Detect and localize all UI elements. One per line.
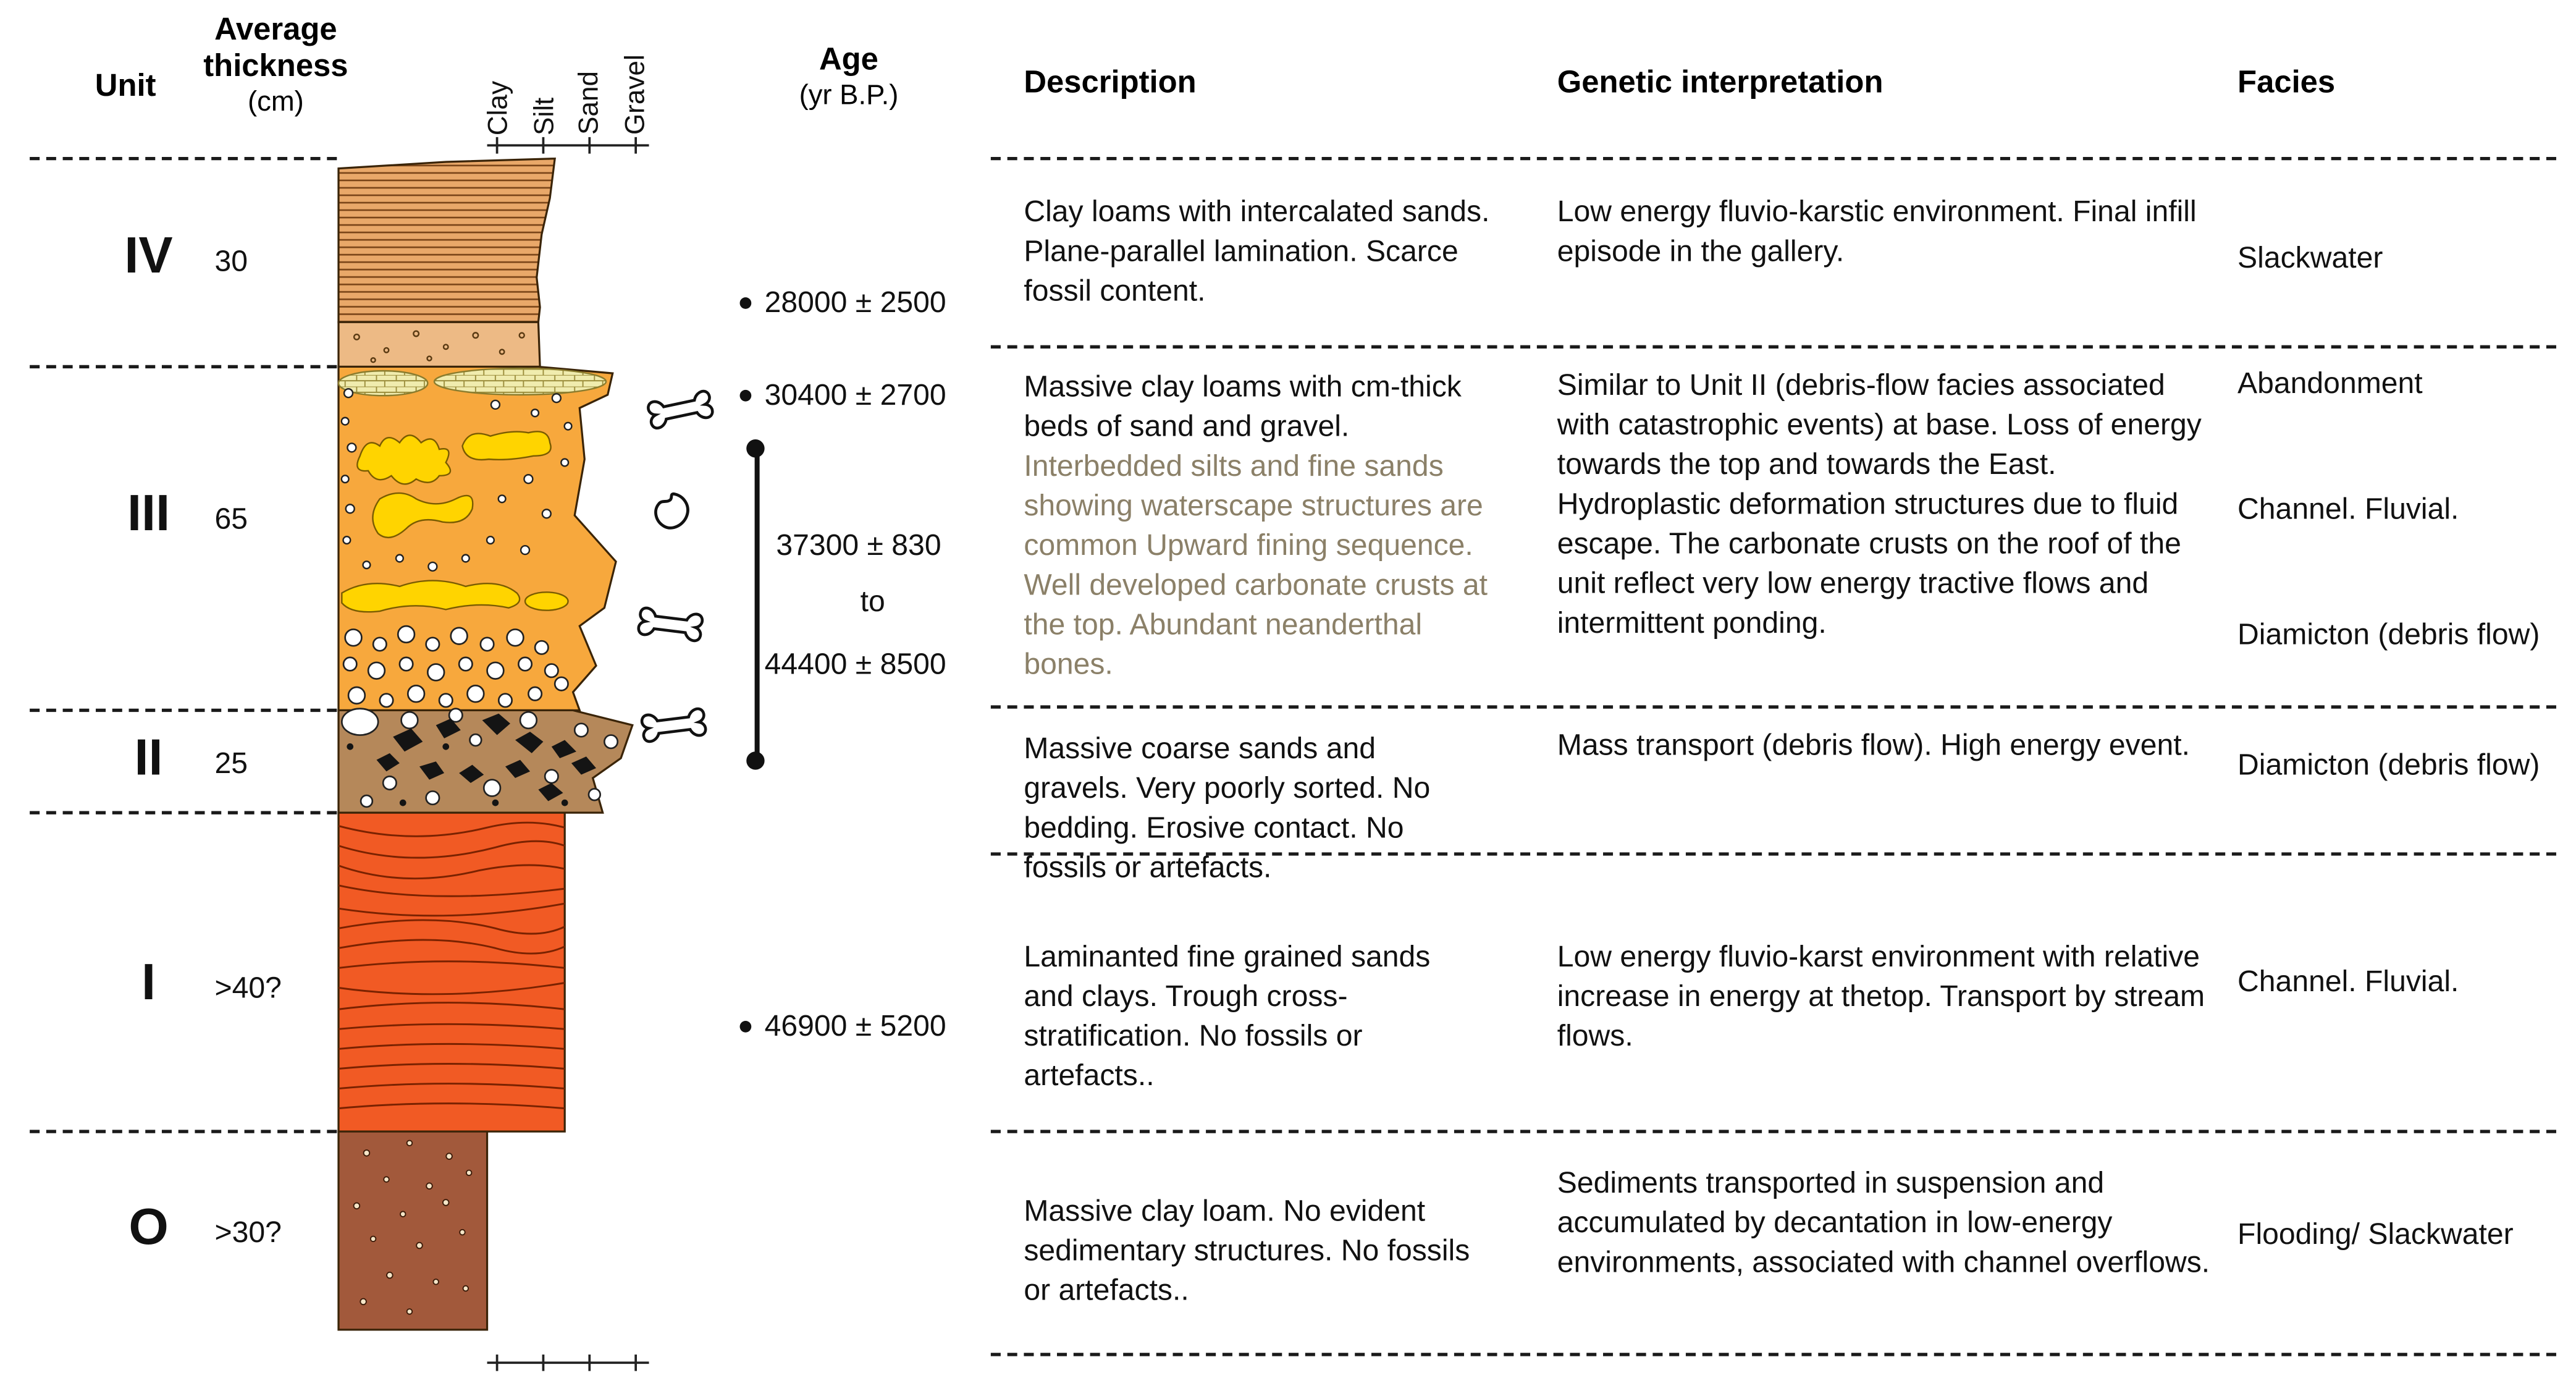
boundary-III-II-right xyxy=(991,705,2556,708)
boundary-II-I-left xyxy=(30,811,337,814)
description-unit-IV: Clay loams with intercalated sands. Plane-parallel lamination. Scarce fossil content. xyxy=(1024,195,1490,308)
unit-header: Unit xyxy=(95,69,156,104)
unit-II-label: II xyxy=(134,728,163,787)
age-range-top: 37300 ± 830 xyxy=(776,528,941,562)
age-bullet xyxy=(740,297,752,309)
facies-unit-III-1: Abandonment xyxy=(2237,366,2423,400)
description-unit-II: Massive coarse sands and gravels. Very poorly sorted. No bedding. Erosive contact. No fossils or artefacts. xyxy=(1024,732,1431,884)
grain-label-gravel-text: Gravel xyxy=(620,55,650,136)
description-unit-I: Laminanted fine grained sands and clays. Trough cross-stratification. No fossils or artefacts.. xyxy=(1024,939,1431,1092)
age-28000 xyxy=(740,285,946,320)
unit-III-label: III xyxy=(127,484,170,542)
grain-scale-ruler-bottom xyxy=(487,1355,649,1371)
grain-label-clay-text: Clay xyxy=(483,80,513,136)
age-30400-text: 30400 ± 2700 xyxy=(764,378,946,412)
genetic-header: Genetic interpretation xyxy=(1557,66,1884,101)
bone-icon xyxy=(637,701,710,749)
age-range-bottom: 44400 ± 8500 xyxy=(764,647,946,681)
unit-IV-laminated-body xyxy=(339,159,555,323)
boundary-I-O-left xyxy=(30,1130,337,1133)
boundary-top-right xyxy=(991,157,2556,160)
grain-label-clay xyxy=(481,20,517,135)
grain-label-sand xyxy=(571,20,608,135)
description-header: Description xyxy=(1024,66,1197,101)
bone-icon xyxy=(634,601,707,648)
facies-unit-O: Flooding/ Slackwater xyxy=(2237,1217,2514,1251)
boundary-bottom-right xyxy=(991,1353,2556,1356)
grain-label-silt-text: Silt xyxy=(529,97,560,136)
unit-II-thickness: 25 xyxy=(214,746,248,780)
genetic-unit-IV: Low energy fluvio-karstic environment. Final infill episode in the gallery. xyxy=(1557,195,2197,268)
age-range-line xyxy=(755,447,759,761)
age-header-title: Age xyxy=(819,43,878,78)
description-unit-III xyxy=(1024,366,1506,683)
facies-unit-III-3: Diamicton (debris flow) xyxy=(2237,617,2540,651)
age-30400 xyxy=(740,378,946,413)
age-header xyxy=(760,43,938,112)
age-header-unit: (yr B.P.) xyxy=(799,79,899,111)
unit-I-thickness: >40? xyxy=(214,971,282,1005)
unit-O-label: O xyxy=(128,1197,169,1256)
age-46900-text: 46900 ± 5200 xyxy=(764,1009,946,1042)
boundary-top-left xyxy=(30,157,337,160)
boundary-III-II-left xyxy=(30,709,337,712)
genetic-unit-O: Sediments transported in suspension and accumulated by decantation in low-energy environments, associated with channel overflows. xyxy=(1557,1166,2210,1279)
grain-label-sand-text: Sand xyxy=(574,72,604,136)
thickness-header xyxy=(179,13,373,119)
unit-IV-basal-bed xyxy=(339,322,540,366)
genetic-unit-III: Similar to Unit II (debris-flow facies associated with catastrophic events) at base. Loss of energy towards the top and towards the East. Hydroplastic deformation structures due to fluid escape. The carbonate crusts on the roof of the unit reflect very low energy tractive flows and intermittent ponding. xyxy=(1557,368,2202,640)
unit-IV-thickness: 30 xyxy=(214,244,248,278)
genetic-unit-II: Mass transport (debris flow). High energy event. xyxy=(1557,728,2190,762)
thickness-header-title: Average thickness xyxy=(203,13,348,85)
unit-III-thickness: 65 xyxy=(214,502,248,536)
unit-IV-label: IV xyxy=(124,226,173,284)
facies-header: Facies xyxy=(2237,66,2336,101)
boundary-IV-III-right xyxy=(991,345,2556,349)
description-unit-III-secondary: Interbedded silts and fine sands showing waterscape structures are common Upward fining sequence. Well developed carbonate crusts at the top. Abundant neanderthal bones. xyxy=(1024,449,1488,681)
grain-scale-ruler-top xyxy=(487,137,649,154)
age-bullet xyxy=(740,390,752,402)
grain-label-silt xyxy=(527,20,563,135)
unit-III-body xyxy=(339,366,616,710)
genetic-unit-I: Low energy fluvio-karst environment with relative increase in energy at thetop. Transport by stream flows. xyxy=(1557,939,2205,1052)
boundary-IV-III-left xyxy=(30,365,337,368)
boundary-I-O-right xyxy=(991,1130,2556,1133)
unit-O-thickness: >30? xyxy=(214,1216,282,1249)
unit-I-label: I xyxy=(141,953,156,1011)
facies-unit-I: Channel. Fluvial. xyxy=(2237,965,2459,998)
facies-unit-IV: Slackwater xyxy=(2237,241,2383,274)
age-bullet xyxy=(740,1021,752,1033)
age-46900 xyxy=(740,1009,946,1044)
age-range-dot-top xyxy=(746,439,764,457)
age-range-connector: to xyxy=(860,585,885,618)
fossil-icon xyxy=(650,491,694,534)
stratigraphic-column xyxy=(330,132,727,1388)
carbonate-crust-lenses xyxy=(339,368,606,395)
facies-unit-III-2: Channel. Fluvial. xyxy=(2237,492,2459,526)
facies-unit-II: Diamicton (debris flow) xyxy=(2237,748,2540,782)
grain-label-gravel xyxy=(618,20,654,135)
description-unit-O: Massive clay loam. No evident sedimentary structures. No fossils or artefacts.. xyxy=(1024,1194,1470,1307)
age-28000-text: 28000 ± 2500 xyxy=(764,285,946,319)
thickness-header-unit: (cm) xyxy=(247,86,304,117)
age-range-dot-bottom xyxy=(746,751,764,769)
description-unit-III-primary: Massive clay loams with cm-thick beds of sand and gravel. xyxy=(1024,370,1462,443)
